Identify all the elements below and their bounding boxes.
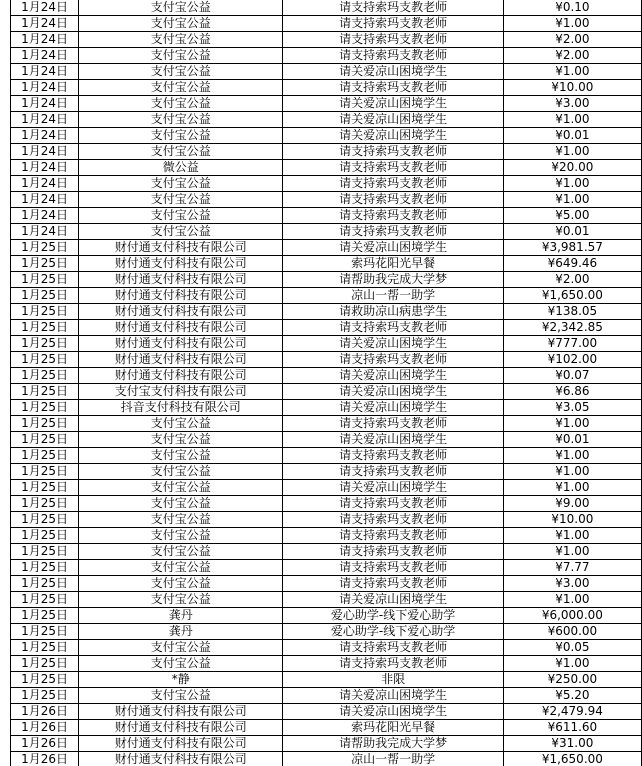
project-cell[interactable]: 请关爱凉山困境学生 <box>283 384 503 400</box>
project-cell[interactable]: 请支持索玛支教老师 <box>283 320 503 336</box>
date-cell[interactable]: 1月25日 <box>11 288 79 304</box>
date-cell[interactable]: 1月25日 <box>11 320 79 336</box>
project-cell[interactable]: 请关爱凉山困境学生 <box>283 368 503 384</box>
date-cell[interactable]: 1月25日 <box>11 480 79 496</box>
table-row <box>11 512 642 528</box>
amount-cell[interactable]: ¥600.00 <box>503 624 641 640</box>
table-row <box>11 576 642 592</box>
amount-cell[interactable]: ¥1.00 <box>503 192 641 208</box>
project-cell[interactable]: 请支持索玛支教老师 <box>283 16 503 32</box>
project-cell[interactable]: 请支持索玛支教老师 <box>283 144 503 160</box>
amount-cell[interactable]: ¥2,342.85 <box>503 320 641 336</box>
payer-cell[interactable]: 支付宝公益 <box>79 96 283 112</box>
payer-cell[interactable]: 支付宝公益 <box>79 576 283 592</box>
table-row <box>11 384 642 400</box>
table-row <box>11 640 642 656</box>
date-cell[interactable]: 1月25日 <box>11 592 79 608</box>
payer-cell[interactable]: 支付宝公益 <box>79 208 283 224</box>
amount-cell[interactable]: ¥1,650.00 <box>503 288 641 304</box>
project-cell[interactable]: 非限 <box>283 672 503 688</box>
amount-cell[interactable]: ¥0.07 <box>503 368 641 384</box>
project-cell[interactable]: 索玛花阳光早餐 <box>283 720 503 736</box>
table-row <box>11 272 642 288</box>
date-cell[interactable]: 1月24日 <box>11 80 79 96</box>
table-row <box>11 352 642 368</box>
payer-cell[interactable]: 支付宝公益 <box>79 48 283 64</box>
table-row <box>11 448 642 464</box>
payer-cell[interactable]: 支付宝公益 <box>79 224 283 240</box>
table-row <box>11 528 642 544</box>
project-cell[interactable]: 凉山一帮一助学 <box>283 752 503 766</box>
date-cell[interactable]: 1月25日 <box>11 512 79 528</box>
date-cell[interactable]: 1月25日 <box>11 640 79 656</box>
amount-cell[interactable]: ¥2.00 <box>503 32 641 48</box>
payer-cell[interactable]: 支付宝支付科技有限公司 <box>79 384 283 400</box>
project-cell[interactable]: 请帮助我完成大学梦 <box>283 272 503 288</box>
date-cell[interactable]: 1月25日 <box>11 576 79 592</box>
table-row <box>11 64 642 80</box>
project-cell[interactable]: 请支持索玛支教老师 <box>283 160 503 176</box>
table-row <box>11 368 642 384</box>
date-cell[interactable]: 1月25日 <box>11 400 79 416</box>
project-cell[interactable]: 请支持索玛支教老师 <box>283 544 503 560</box>
project-cell[interactable]: 请支持索玛支教老师 <box>283 32 503 48</box>
date-cell[interactable]: 1月24日 <box>11 224 79 240</box>
project-cell[interactable]: 请支持索玛支教老师 <box>283 224 503 240</box>
date-cell[interactable]: 1月25日 <box>11 528 79 544</box>
table-row <box>11 400 642 416</box>
payer-cell[interactable]: 支付宝公益 <box>79 64 283 80</box>
date-cell[interactable]: 1月25日 <box>11 688 79 704</box>
project-cell[interactable]: 请关爱凉山困境学生 <box>283 688 503 704</box>
amount-cell[interactable]: ¥1.00 <box>503 528 641 544</box>
table-row <box>11 288 642 304</box>
project-cell[interactable]: 请帮助我完成大学梦 <box>283 736 503 752</box>
project-cell[interactable]: 请支持索玛支教老师 <box>283 416 503 432</box>
amount-cell[interactable]: ¥1,650.00 <box>503 752 641 766</box>
amount-cell[interactable]: ¥1.00 <box>503 144 641 160</box>
payer-cell[interactable]: *静 <box>79 672 283 688</box>
project-cell[interactable]: 请支持索玛支教老师 <box>283 576 503 592</box>
date-cell[interactable]: 1月25日 <box>11 416 79 432</box>
project-cell[interactable]: 请关爱凉山困境学生 <box>283 96 503 112</box>
amount-cell[interactable]: ¥3.05 <box>503 400 641 416</box>
table-row <box>11 48 642 64</box>
amount-cell[interactable]: ¥649.46 <box>503 256 641 272</box>
table-row <box>11 176 642 192</box>
amount-cell[interactable]: ¥5.20 <box>503 688 641 704</box>
date-cell[interactable]: 1月25日 <box>11 336 79 352</box>
payer-cell[interactable]: 财付通支付科技有限公司 <box>79 304 283 320</box>
project-cell[interactable]: 请关爱凉山困境学生 <box>283 336 503 352</box>
amount-cell[interactable]: ¥5.00 <box>503 208 641 224</box>
payer-cell[interactable]: 财付通支付科技有限公司 <box>79 256 283 272</box>
payer-cell[interactable]: 支付宝公益 <box>79 144 283 160</box>
table-row <box>11 16 642 32</box>
date-cell[interactable]: 1月25日 <box>11 240 79 256</box>
table-row <box>11 144 642 160</box>
payer-cell[interactable]: 支付宝公益 <box>79 176 283 192</box>
date-cell[interactable]: 1月26日 <box>11 704 79 720</box>
table-row <box>11 80 642 96</box>
project-cell[interactable]: 请支持索玛支教老师 <box>283 176 503 192</box>
table-row <box>11 544 642 560</box>
amount-cell[interactable]: ¥2.00 <box>503 272 641 288</box>
date-cell[interactable]: 1月24日 <box>11 16 79 32</box>
date-cell[interactable]: 1月25日 <box>11 448 79 464</box>
payer-cell[interactable]: 支付宝公益 <box>79 432 283 448</box>
date-cell[interactable]: 1月24日 <box>11 176 79 192</box>
amount-cell[interactable]: ¥1.00 <box>503 544 641 560</box>
table-row <box>11 656 642 672</box>
payer-cell[interactable]: 支付宝公益 <box>79 192 283 208</box>
payer-cell[interactable]: 支付宝公益 <box>79 544 283 560</box>
table-row <box>11 704 642 720</box>
donation-table <box>10 0 642 766</box>
date-cell[interactable]: 1月25日 <box>11 272 79 288</box>
project-cell[interactable]: 请关爱凉山困境学生 <box>283 592 503 608</box>
date-cell[interactable]: 1月25日 <box>11 624 79 640</box>
table-row <box>11 224 642 240</box>
date-cell[interactable]: 1月24日 <box>11 208 79 224</box>
project-cell[interactable]: 请支持索玛支教老师 <box>283 80 503 96</box>
amount-cell[interactable]: ¥0.01 <box>503 224 641 240</box>
date-cell[interactable]: 1月24日 <box>11 192 79 208</box>
project-cell[interactable]: 请支持索玛支教老师 <box>283 528 503 544</box>
payer-cell[interactable]: 支付宝公益 <box>79 480 283 496</box>
date-cell[interactable]: 1月25日 <box>11 432 79 448</box>
payer-cell[interactable]: 支付宝公益 <box>79 0 283 16</box>
project-cell[interactable]: 请支持索玛支教老师 <box>283 640 503 656</box>
amount-cell[interactable]: ¥1.00 <box>503 448 641 464</box>
table-row <box>11 496 642 512</box>
table-row <box>11 560 642 576</box>
payer-cell[interactable]: 支付宝公益 <box>79 128 283 144</box>
date-cell[interactable]: 1月25日 <box>11 560 79 576</box>
amount-cell[interactable]: ¥611.60 <box>503 720 641 736</box>
amount-cell[interactable]: ¥7.77 <box>503 560 641 576</box>
amount-cell[interactable]: ¥3.00 <box>503 96 641 112</box>
payer-cell[interactable]: 支付宝公益 <box>79 416 283 432</box>
amount-cell[interactable]: ¥0.01 <box>503 432 641 448</box>
payer-cell[interactable]: 支付宝公益 <box>79 688 283 704</box>
amount-cell[interactable]: ¥9.00 <box>503 496 641 512</box>
payer-cell[interactable]: 支付宝公益 <box>79 16 283 32</box>
project-cell[interactable]: 请关爱凉山困境学生 <box>283 432 503 448</box>
date-cell[interactable]: 1月24日 <box>11 48 79 64</box>
project-cell[interactable]: 请支持索玛支教老师 <box>283 448 503 464</box>
amount-cell[interactable]: ¥250.00 <box>503 672 641 688</box>
project-cell[interactable]: 请支持索玛支教老师 <box>283 208 503 224</box>
amount-cell[interactable]: ¥2,479.94 <box>503 704 641 720</box>
amount-cell[interactable]: ¥20.00 <box>503 160 641 176</box>
date-cell[interactable]: 1月25日 <box>11 352 79 368</box>
payer-cell[interactable]: 微公益 <box>79 160 283 176</box>
amount-cell[interactable]: ¥138.05 <box>503 304 641 320</box>
payer-cell[interactable]: 支付宝公益 <box>79 112 283 128</box>
table-row <box>11 672 642 688</box>
date-cell[interactable]: 1月25日 <box>11 368 79 384</box>
date-cell[interactable]: 1月25日 <box>11 256 79 272</box>
table-row <box>11 256 642 272</box>
table-row <box>11 112 642 128</box>
payer-cell[interactable]: 支付宝公益 <box>79 656 283 672</box>
project-cell[interactable]: 请支持索玛支教老师 <box>283 352 503 368</box>
amount-cell[interactable]: ¥102.00 <box>503 352 641 368</box>
project-cell[interactable]: 请关爱凉山困境学生 <box>283 64 503 80</box>
date-cell[interactable]: 1月26日 <box>11 720 79 736</box>
table-row <box>11 592 642 608</box>
payer-cell[interactable]: 财付通支付科技有限公司 <box>79 336 283 352</box>
amount-cell[interactable]: ¥2.00 <box>503 48 641 64</box>
project-cell[interactable]: 请支持索玛支教老师 <box>283 192 503 208</box>
payer-cell[interactable]: 支付宝公益 <box>79 592 283 608</box>
payer-cell[interactable]: 财付通支付科技有限公司 <box>79 288 283 304</box>
project-cell[interactable]: 请支持索玛支教老师 <box>283 0 503 16</box>
amount-cell[interactable]: ¥10.00 <box>503 80 641 96</box>
amount-cell[interactable]: ¥1.00 <box>503 480 641 496</box>
table-row <box>11 464 642 480</box>
payer-cell[interactable]: 支付宝公益 <box>79 512 283 528</box>
date-cell[interactable]: 1月26日 <box>11 736 79 752</box>
project-cell[interactable]: 凉山一帮一助学 <box>283 288 503 304</box>
amount-cell[interactable]: ¥3,981.57 <box>503 240 641 256</box>
project-cell[interactable]: 请关爱凉山困境学生 <box>283 128 503 144</box>
amount-cell[interactable]: ¥1.00 <box>503 656 641 672</box>
donation-table-body <box>11 0 642 766</box>
project-cell[interactable]: 请关爱凉山困境学生 <box>283 400 503 416</box>
payer-cell[interactable]: 财付通支付科技有限公司 <box>79 240 283 256</box>
date-cell[interactable]: 1月25日 <box>11 464 79 480</box>
date-cell[interactable]: 1月25日 <box>11 384 79 400</box>
table-row <box>11 192 642 208</box>
table-row <box>11 208 642 224</box>
amount-cell[interactable]: ¥1.00 <box>503 416 641 432</box>
table-row <box>11 608 642 624</box>
project-cell[interactable]: 请关爱凉山困境学生 <box>283 480 503 496</box>
payer-cell[interactable]: 支付宝公益 <box>79 464 283 480</box>
payer-cell[interactable]: 财付通支付科技有限公司 <box>79 272 283 288</box>
table-row <box>11 720 642 736</box>
date-cell[interactable]: 1月24日 <box>11 96 79 112</box>
table-row <box>11 736 642 752</box>
project-cell[interactable]: 请关爱凉山困境学生 <box>283 112 503 128</box>
amount-cell[interactable]: ¥0.01 <box>503 128 641 144</box>
date-cell[interactable]: 1月24日 <box>11 112 79 128</box>
payer-cell[interactable]: 财付通支付科技有限公司 <box>79 720 283 736</box>
amount-cell[interactable]: ¥0.10 <box>503 0 641 16</box>
table-row <box>11 480 642 496</box>
date-cell[interactable]: 1月24日 <box>11 144 79 160</box>
date-cell[interactable]: 1月25日 <box>11 304 79 320</box>
date-cell[interactable]: 1月25日 <box>11 496 79 512</box>
amount-cell[interactable]: ¥777.00 <box>503 336 641 352</box>
payer-cell[interactable]: 支付宝公益 <box>79 448 283 464</box>
amount-cell[interactable]: ¥1.00 <box>503 464 641 480</box>
project-cell[interactable]: 请支持索玛支教老师 <box>283 464 503 480</box>
amount-cell[interactable]: ¥1.00 <box>503 112 641 128</box>
table-row <box>11 624 642 640</box>
amount-cell[interactable]: ¥0.05 <box>503 640 641 656</box>
amount-cell[interactable]: ¥10.00 <box>503 512 641 528</box>
payer-cell[interactable]: 财付通支付科技有限公司 <box>79 704 283 720</box>
table-row <box>11 416 642 432</box>
payer-cell[interactable]: 支付宝公益 <box>79 32 283 48</box>
date-cell[interactable]: 1月24日 <box>11 64 79 80</box>
project-cell[interactable]: 请支持索玛支教老师 <box>283 48 503 64</box>
project-cell[interactable]: 爱心助学-线下爱心助学 <box>283 624 503 640</box>
date-cell[interactable]: 1月25日 <box>11 544 79 560</box>
date-cell[interactable]: 1月26日 <box>11 752 79 766</box>
table-row <box>11 96 642 112</box>
payer-cell[interactable]: 支付宝公益 <box>79 496 283 512</box>
payer-cell[interactable]: 支付宝公益 <box>79 640 283 656</box>
table-row <box>11 336 642 352</box>
amount-cell[interactable]: ¥3.00 <box>503 576 641 592</box>
table-row <box>11 752 642 766</box>
amount-cell[interactable]: ¥6.86 <box>503 384 641 400</box>
payer-cell[interactable]: 龚丹 <box>79 608 283 624</box>
date-cell[interactable]: 1月25日 <box>11 656 79 672</box>
date-cell[interactable]: 1月24日 <box>11 128 79 144</box>
payer-cell[interactable]: 支付宝公益 <box>79 80 283 96</box>
amount-cell[interactable]: ¥1.00 <box>503 176 641 192</box>
table-row <box>11 432 642 448</box>
project-cell[interactable]: 请支持索玛支教老师 <box>283 656 503 672</box>
payer-cell[interactable]: 财付通支付科技有限公司 <box>79 752 283 766</box>
date-cell[interactable]: 1月24日 <box>11 160 79 176</box>
amount-cell[interactable]: ¥1.00 <box>503 64 641 80</box>
payer-cell[interactable]: 抖音支付科技有限公司 <box>79 400 283 416</box>
project-cell[interactable]: 请关爱凉山困境学生 <box>283 240 503 256</box>
project-cell[interactable]: 请关爱凉山困境学生 <box>283 704 503 720</box>
payer-cell[interactable]: 支付宝公益 <box>79 528 283 544</box>
amount-cell[interactable]: ¥1.00 <box>503 16 641 32</box>
date-cell[interactable]: 1月25日 <box>11 672 79 688</box>
date-cell[interactable]: 1月24日 <box>11 0 79 16</box>
table-row <box>11 160 642 176</box>
date-cell[interactable]: 1月24日 <box>11 32 79 48</box>
payer-cell[interactable]: 财付通支付科技有限公司 <box>79 320 283 336</box>
project-cell[interactable]: 请救助凉山病患学生 <box>283 304 503 320</box>
payer-cell[interactable]: 龚丹 <box>79 624 283 640</box>
table-row <box>11 0 642 16</box>
project-cell[interactable]: 请支持索玛支教老师 <box>283 496 503 512</box>
project-cell[interactable]: 请支持索玛支教老师 <box>283 560 503 576</box>
date-cell[interactable]: 1月25日 <box>11 608 79 624</box>
table-row <box>11 240 642 256</box>
payer-cell[interactable]: 支付宝公益 <box>79 560 283 576</box>
table-row <box>11 688 642 704</box>
project-cell[interactable]: 请支持索玛支教老师 <box>283 512 503 528</box>
table-row <box>11 304 642 320</box>
payer-cell[interactable]: 财付通支付科技有限公司 <box>79 352 283 368</box>
payer-cell[interactable]: 财付通支付科技有限公司 <box>79 736 283 752</box>
table-row <box>11 128 642 144</box>
amount-cell[interactable]: ¥1.00 <box>503 592 641 608</box>
project-cell[interactable]: 索玛花阳光早餐 <box>283 256 503 272</box>
project-cell[interactable]: 爱心助学-线下爱心助学 <box>283 608 503 624</box>
amount-cell[interactable]: ¥31.00 <box>503 736 641 752</box>
amount-cell[interactable]: ¥6,000.00 <box>503 608 641 624</box>
table-row <box>11 32 642 48</box>
table-row <box>11 320 642 336</box>
payer-cell[interactable]: 财付通支付科技有限公司 <box>79 368 283 384</box>
